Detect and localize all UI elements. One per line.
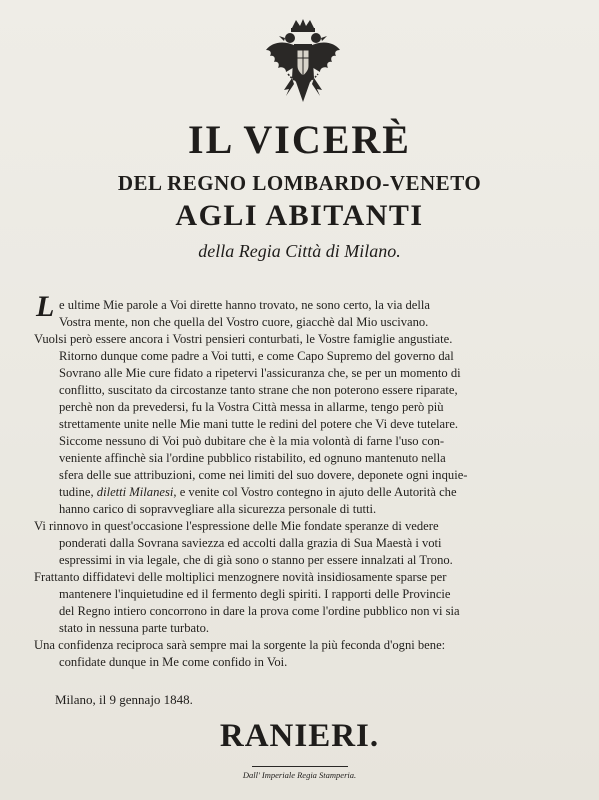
body-line: Siccome nessuno di Voi può dubitare che è la mia volontà di farne l'uso con- [59, 434, 445, 448]
body-line: Vi rinnovo in quest'occasione l'espressione delle Mie fondate speranze di vedere [34, 519, 439, 533]
title-viceroy: IL VICERÈ [188, 117, 411, 162]
drop-cap-letter: L [36, 290, 55, 323]
printer-imprint: Dall' Imperiale Regia Stamperia. [242, 770, 357, 780]
body-line: Vostra mente, non che quella del Vostro cuore, giacchè dal Mio uscivano. [59, 315, 429, 329]
body-line: espressimi in via legale, che di già sono o stanno per essere innalzati al Trono. [59, 553, 453, 567]
subtitle-kingdom: DEL REGNO LOMBARDO-VENETO [117, 171, 482, 195]
body-line: Ritorno dunque come padre a Voi tutti, e come Capo Supremo del governo dal [59, 349, 454, 363]
body-line: conflitto, suscitato da circostanze tanto strane che non poterono essere riparate, [59, 383, 458, 397]
body-line: Sovrano alle Mie cure fidato a ripetervi l'assicuranza che, se per un momento di [59, 366, 461, 380]
printer-rule-divider [252, 766, 348, 767]
body-line: Una confidenza reciproca sarà sempre mai la sorgente la più feconda d'ogni bene: [34, 638, 446, 652]
body-line: mantenere l'inquietudine ed il fermento degli spiriti. I rapporti delle Provincie [59, 587, 451, 601]
body-line: del Regno intiero concorrono in dare la prova come l'ordine pubblico non vi sia [59, 604, 460, 618]
body-line: Frattanto diffidatevi delle moltiplici menzognere novità insidiosamente sparse per [34, 570, 447, 584]
date-signoff: Milano, il 9 gennajo 1848. [55, 692, 193, 707]
body-line: confidate dunque in Me come confido in Voi. [59, 655, 288, 669]
city-line: della Regia Città di Milano. [198, 241, 401, 261]
body-line: ponderati dalla Sovrana saviezza ed accolti dalla grazia di Sua Maestà i voti [59, 536, 442, 550]
signature-ranieri: RANIERI. [219, 718, 380, 754]
body-line: Vuolsi però essere ancora i Vostri pensieri conturbati, le Vostre famiglie angustiate. [34, 332, 453, 346]
body-line: tudine, diletti Milanesi, e venite col Vostro contegno in ajuto delle Autorità che [59, 485, 457, 499]
double-headed-eagle-emblem [262, 18, 344, 106]
body-line: e ultime Mie parole a Voi dirette hanno trovato, ne sono certo, la via della [59, 298, 430, 312]
body-line: stato in nessuna parte turbato. [59, 621, 210, 635]
address-inhabitants: AGLI ABITANTI [175, 199, 424, 232]
body-line: hanno carico di sopravvegliare alla sicurezza personale di tutti. [59, 502, 377, 516]
body-line: perchè non da prevedersi, fu la Vostra Città messa in allarme, tengo però più [59, 400, 444, 414]
body-line: sfera delle sue attribuzioni, come nei limiti del suo dovere, deponete ogni inquie- [59, 468, 468, 482]
body-line: strettamente unite nelle Mie mani tutte le redini del potere che Vi deve tutelare. [59, 417, 459, 431]
body-line: veniente affinchè sia l'ordine pubblico ristabilito, ed ognuno mantenuto nella [59, 451, 446, 465]
